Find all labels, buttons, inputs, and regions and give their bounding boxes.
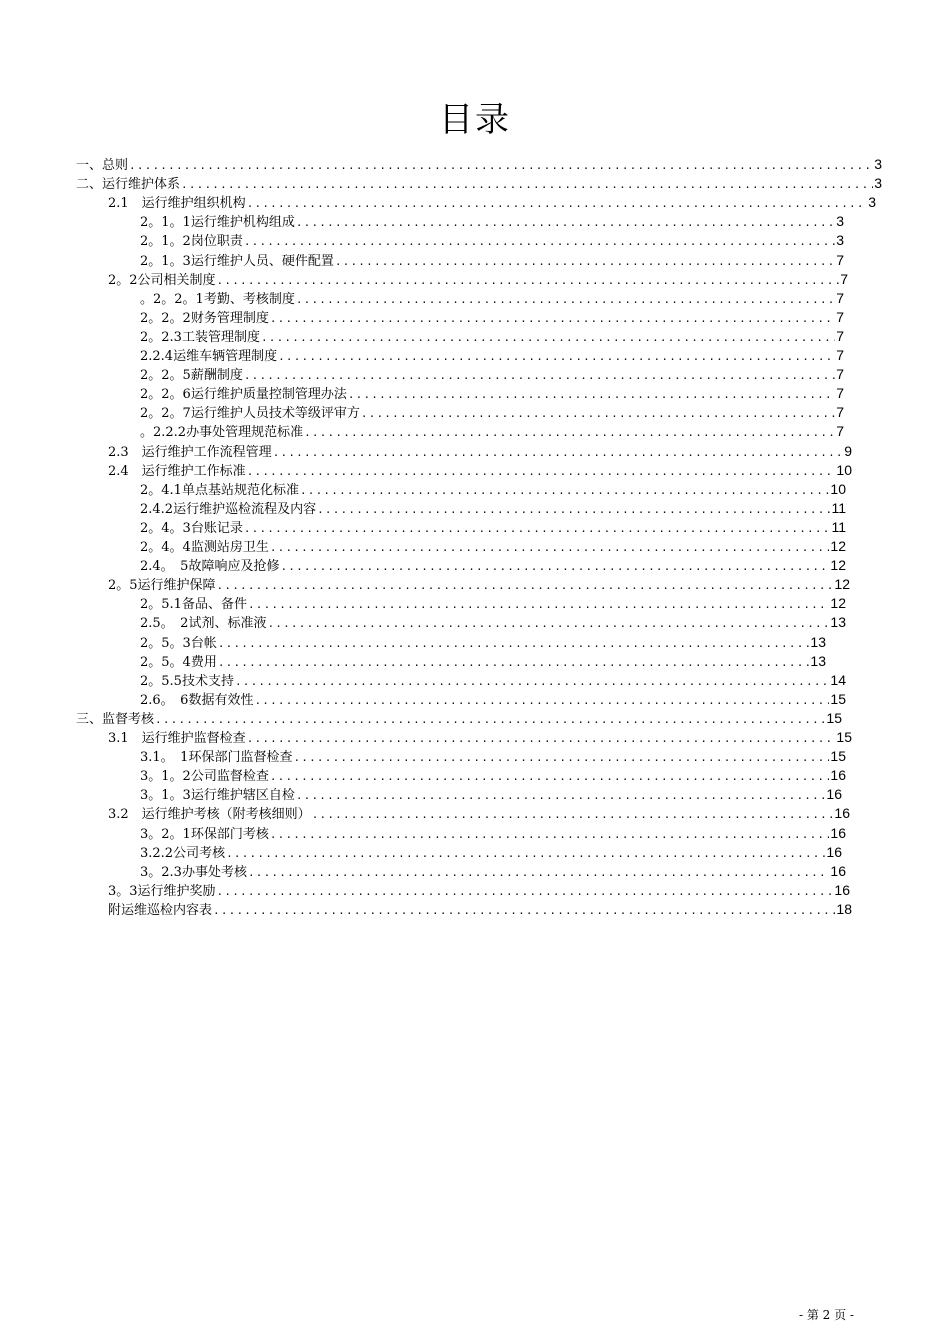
toc-leader-dots: [247, 729, 836, 747]
toc-leader-dots: [254, 691, 829, 709]
toc-leader-dots: [348, 385, 835, 403]
toc-entry[interactable]: [76, 155, 882, 174]
toc-entry-label: 2。2公司相关制度: [108, 272, 216, 288]
page-number-footer: - 第 2 页 -: [798, 1308, 854, 1322]
toc-entry[interactable]: [140, 690, 846, 709]
toc-leader-dots: [247, 462, 836, 480]
toc-entry-label: 2.4 运行维护工作标准: [108, 463, 246, 479]
toc-entry-label: 2。2.3工装管理制度: [140, 329, 260, 345]
toc-leader-dots: [218, 653, 810, 671]
toc-entry-page: 16: [826, 843, 842, 860]
toc-entry-page: 7: [836, 251, 844, 268]
toc-entry[interactable]: [108, 804, 850, 823]
toc-leader-dots: [270, 825, 830, 843]
toc-entry[interactable]: [140, 422, 844, 441]
toc-entry-label: 3。1。3运行维护辖区自检: [140, 788, 295, 804]
toc-entry[interactable]: [108, 193, 876, 212]
toc-entry[interactable]: [140, 289, 844, 308]
toc-entry-page: 3: [874, 175, 882, 192]
toc-entry[interactable]: [140, 346, 844, 365]
toc-entry-label: 二、运行维护体系: [76, 177, 181, 193]
toc-leader-dots: [270, 767, 830, 785]
toc-entry-page: 7: [836, 423, 844, 440]
toc-entry-page: 12: [830, 557, 846, 574]
toc-leader-dots: [235, 672, 829, 690]
toc-leader-dots: [270, 538, 830, 556]
toc-entry-label: 2.3 运行维护工作流程管理: [108, 444, 272, 460]
toc-entry-label: 一、总则: [76, 158, 129, 173]
toc-entry-label: 2。2。7运行维护人员技术等级评审方: [140, 406, 360, 422]
toc-entry-page: 15: [830, 748, 846, 765]
toc-entry-label: 2。5。3台帐: [140, 635, 217, 651]
toc-entry[interactable]: [108, 461, 852, 480]
toc-leader-dots: [296, 290, 835, 308]
toc-entry-label: 2.2.4运维车辆管理制度: [140, 349, 278, 364]
toc-entry-page: 12: [830, 595, 846, 612]
toc-entry-label: 。2。2。1考勤、考核制度: [140, 291, 295, 307]
toc-entry-page: 16: [834, 805, 850, 822]
toc-leader-dots: [300, 481, 829, 499]
toc-entry[interactable]: [140, 747, 846, 766]
toc-entry-label: 2。4。3台账记录: [140, 520, 243, 536]
toc-entry-label: 2。4.1单点基站规范化标准: [140, 482, 299, 498]
toc-entry-label: 三、监督考核: [76, 711, 155, 727]
toc-entry[interactable]: [140, 594, 846, 613]
toc-leader-dots: [335, 252, 835, 270]
toc-entry-page: 10: [836, 461, 852, 478]
toc-entry-page: 7: [836, 308, 844, 325]
toc-entry[interactable]: [140, 766, 846, 785]
toc-leader-dots: [244, 366, 835, 384]
toc-entry[interactable]: [140, 652, 826, 671]
toc-entry-label: 3.1 运行维护监督检查: [108, 731, 246, 746]
toc-entry-label: 。2.2.2办事处管理规范标准: [140, 425, 304, 441]
toc-entry-page: 16: [834, 881, 850, 898]
toc-entry-page: 11: [831, 518, 846, 535]
toc-leader-dots: [213, 901, 835, 919]
toc-entry-page: 7: [840, 270, 848, 287]
toc-leader-dots: [217, 882, 834, 900]
toc-entry-page: 10: [830, 480, 846, 497]
toc-leader-dots: [273, 443, 844, 461]
toc-entry-label: 2。4。4监测站房卫生: [140, 540, 269, 555]
toc-entry-page: 3: [836, 232, 844, 249]
toc-entry-label: 2。2。2财务管理制度: [140, 310, 269, 326]
toc-entry[interactable]: [108, 900, 852, 919]
toc-leader-dots: [155, 710, 825, 728]
toc-leader-dots: [278, 347, 835, 365]
toc-entry-page: 16: [830, 767, 846, 784]
toc-entry[interactable]: [140, 613, 846, 632]
toc-entry-label: 2。1。2岗位职责: [140, 234, 243, 250]
toc-entry-label: 2。5.1备品、备件: [140, 597, 247, 613]
toc-entry-page: 16: [826, 786, 842, 803]
toc-entry-label: 3。1。2公司监督检查: [140, 769, 269, 785]
page-title: 目录: [439, 100, 511, 140]
toc-entry-page: 7: [836, 366, 844, 383]
toc-entry-page: 9: [844, 442, 852, 459]
toc-leader-dots: [244, 232, 835, 250]
toc-entry[interactable]: [140, 480, 846, 499]
toc-entry[interactable]: [140, 365, 844, 384]
toc-entry-page: 18: [836, 900, 852, 917]
toc-leader-dots: [261, 328, 835, 346]
toc-entry-page: 12: [830, 538, 846, 554]
toc-leader-dots: [280, 557, 829, 575]
toc-entry-page: 7: [836, 385, 844, 402]
toc-entry[interactable]: [140, 384, 844, 403]
toc-entry[interactable]: [140, 633, 826, 652]
toc-entry-label: 2。1。3运行维护人员、硬件配置: [140, 253, 334, 269]
toc-entry-label: 3.2.2公司考核: [140, 845, 226, 861]
toc-entry-page: 7: [836, 327, 844, 344]
toc-leader-dots: [312, 805, 834, 823]
toc-entry-page: 11: [831, 499, 846, 516]
toc-entry-page: 13: [810, 652, 826, 669]
toc-entry[interactable]: [140, 212, 844, 231]
toc-leader-dots: [361, 404, 835, 422]
toc-entry-label: 2。2。6运行维护质量控制管理办法: [140, 387, 347, 403]
toc-leader-dots: [247, 194, 868, 212]
toc-entry-label: 2。5。4费用: [140, 654, 217, 670]
toc-entry[interactable]: [108, 728, 852, 747]
toc-entry-label: 3。3运行维护奖励: [108, 883, 216, 899]
toc-leader-dots: [217, 271, 840, 289]
toc-entry[interactable]: [108, 881, 850, 900]
toc-entry[interactable]: [140, 518, 846, 537]
toc-entry[interactable]: [76, 709, 842, 728]
toc-entry-label: 3.1。 1环保部门监督检查: [140, 750, 293, 766]
toc-entry[interactable]: [76, 174, 882, 193]
toc-entry[interactable]: [140, 537, 846, 556]
toc-leader-dots: [296, 786, 826, 804]
toc-entry-label: 2.6。 6数据有效性: [140, 692, 254, 708]
toc-entry[interactable]: [108, 270, 848, 289]
toc-entry-label: 3。2。1环保部门考核: [140, 826, 269, 842]
toc-leader-dots: [218, 634, 810, 652]
toc-leader-dots: [293, 748, 829, 766]
toc-leader-dots: [296, 213, 835, 231]
toc-leader-dots: [244, 519, 831, 537]
toc-entry-page: 7: [836, 347, 844, 363]
toc-entry-page: 15: [830, 690, 846, 707]
toc-entry-page: 13: [830, 614, 846, 631]
toc-entry-page: 16: [830, 824, 846, 841]
toc-entry-label: 3。2.3办事处考核: [140, 864, 247, 880]
toc-entry[interactable]: [140, 824, 846, 843]
toc-entry[interactable]: [140, 327, 844, 346]
toc-entry-page: 3: [874, 156, 882, 172]
toc-entry[interactable]: [108, 442, 852, 461]
toc-leader-dots: [181, 175, 873, 193]
toc-leader-dots: [304, 423, 835, 441]
toc-entry[interactable]: [108, 575, 850, 594]
toc-entry-page: 13: [810, 633, 826, 650]
toc-entry[interactable]: [140, 671, 846, 690]
toc-entry-page: 15: [826, 709, 842, 726]
toc-entry[interactable]: [140, 862, 846, 881]
toc-entry-label: 2。5.5技术支持: [140, 673, 234, 689]
toc-entry[interactable]: [140, 843, 842, 862]
toc-entry-label: 2.4.2运行维护巡检流程及内容: [140, 501, 317, 517]
toc-entry-label: 2.4。 5故障响应及抢修: [140, 559, 280, 575]
toc-entry[interactable]: [140, 231, 844, 250]
toc-entry-page: 7: [836, 404, 844, 421]
toc-leader-dots: [217, 576, 834, 594]
toc-entry[interactable]: [140, 308, 844, 327]
toc-entry[interactable]: [140, 499, 846, 518]
toc-entry[interactable]: [140, 556, 846, 575]
toc-entry-label: 2。5运行维护保障: [108, 578, 216, 594]
toc-entry-label: 2。1。1运行维护机构组成: [140, 215, 295, 231]
toc-entry-page: 16: [830, 862, 846, 879]
toc-leader-dots: [248, 595, 829, 613]
toc-entry-label: 附运维巡检内容表: [108, 902, 213, 918]
toc-leader-dots: [226, 844, 825, 862]
toc-leader-dots: [129, 156, 873, 174]
toc-leader-dots: [267, 614, 829, 632]
toc-leader-dots: [270, 309, 835, 327]
toc-entry-page: 12: [834, 576, 850, 593]
toc-entry-page: 7: [836, 289, 844, 306]
toc-entry-label: 2.5。 2试剂、标准液: [140, 616, 267, 632]
toc-leader-dots: [317, 500, 830, 518]
toc-entry[interactable]: [140, 403, 844, 422]
toc-leader-dots: [248, 863, 829, 881]
toc-entry-page: 3: [836, 213, 844, 230]
toc-entry-page: 15: [836, 729, 852, 745]
toc-entry-page: 14: [830, 671, 846, 688]
toc-entry[interactable]: [140, 251, 844, 270]
toc-entry-label: 3.2 运行维护考核（附考核细则）: [108, 807, 311, 823]
toc-entry-page: 3: [868, 194, 876, 211]
toc-entry-label: 2。2。5薪酬制度: [140, 368, 243, 384]
toc-entry[interactable]: [140, 785, 842, 804]
toc-entry-label: 2.1 运行维护组织机构: [108, 196, 246, 212]
